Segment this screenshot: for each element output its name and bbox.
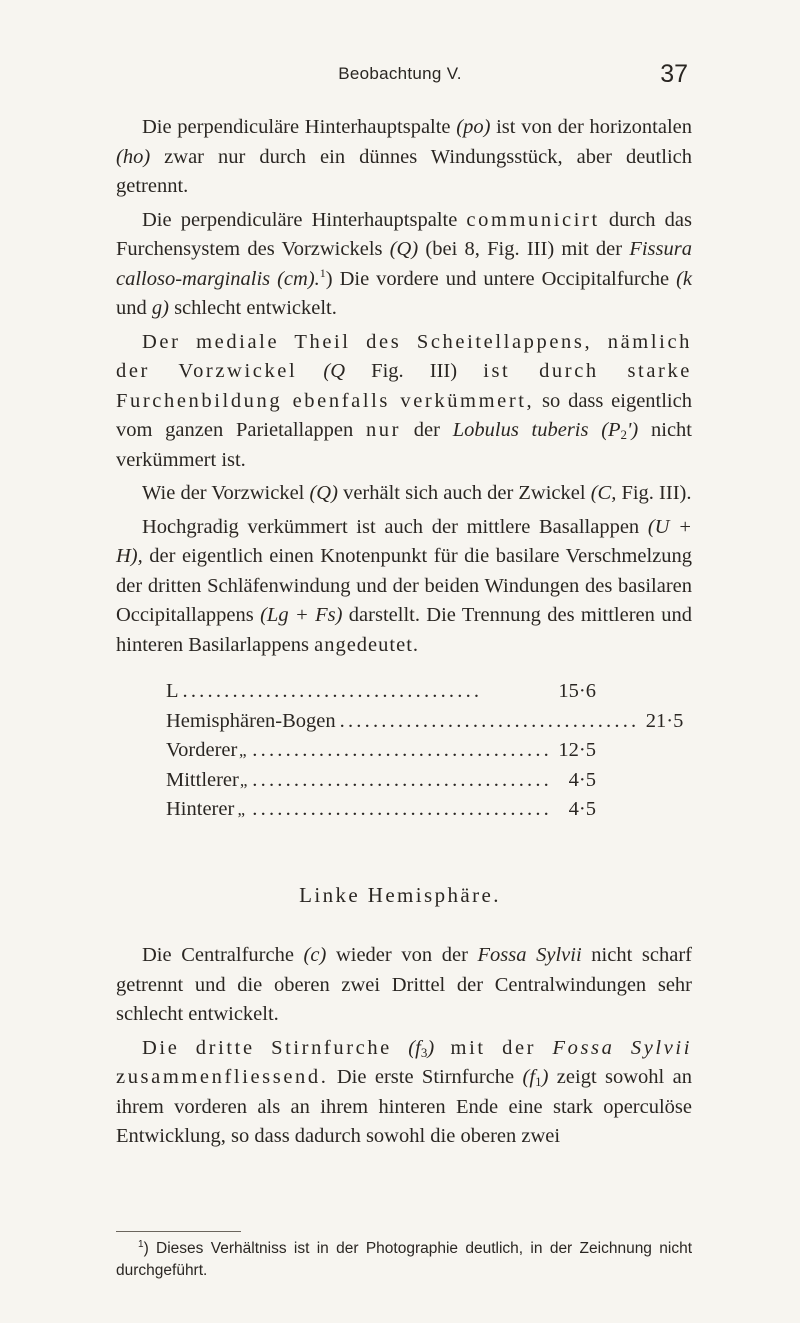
ditto-mark: „	[239, 741, 247, 760]
table-row: Hemisphären-Bogen .................................... 21·5	[166, 709, 684, 732]
table-row: L .................................... 15·6	[166, 680, 596, 702]
paragraph: Die Centralfurche (c) wieder von der Fossa Sylvii nicht scharf getrennt und die oberen zwei Drittel der Centralwindungen sehr schlecht entwickelt.	[116, 944, 692, 1025]
page-number: 37	[660, 60, 688, 88]
footnote-ref: 1	[319, 265, 326, 280]
footnote: $^1$) Dieses Verhältniss ist in der Photographie deutlich, in der Zeichnung nicht durchgeführt.	[116, 1238, 692, 1279]
paragraph: Wie der Vorzwickel (Q) verhält sich auch der Zwickel (C, Fig. III).	[142, 482, 692, 504]
table-row: Mittlerer „ .................................... 4·5	[166, 768, 596, 791]
table-row: Vorderer „ .................................... 12·5	[166, 739, 596, 761]
section-heading: Linke Hemisphäre.	[299, 883, 501, 907]
measurement-table	[166, 680, 684, 828]
body-text-lower	[116, 941, 692, 1152]
running-title: Beobachtung V.	[338, 64, 462, 83]
table-row: Hinterer „ .................................... 4·5	[166, 798, 596, 820]
body-text-upper	[116, 113, 692, 660]
paragraph: Die perpendiculäre Hinterhauptspalte (po) ist von der horizontalen (ho) zwar nur durch ein dünnes Windungsstück, aber deutlich getrennt.	[116, 116, 692, 197]
paragraph: Die dritte Stirnfurche $(f_3)$ mit der Fossa Sylvii zusammenfliessend. Die erste Stirnfurche $(f_1)$ zeigt sowohl an ihrem vorderen als an ihrem hinteren Ende eine stark operculöse Entwicklung, so dass dadurch sowohl die oberen zwei	[116, 1036, 692, 1147]
ditto-mark: „	[237, 800, 246, 819]
footnote-divider	[116, 1231, 241, 1232]
footnote-mark: 1	[138, 1238, 144, 1250]
ditto-mark: „	[239, 770, 248, 790]
paragraph: Die perpendiculäre Hinterhauptspalte communicirt durch das Furchensystem des Vorzwickels (Q) (bei 8, Fig. III) mit der Fissura calloso-marginalis (cm).$^1$) Die vordere und untere Occipitalfurche (k und g) schlecht entwickelt.	[116, 208, 692, 319]
paragraph: Der mediale Theil des Scheitellappens, nämlich der Vorzwickel (Q Fig. III) ist durch starke Furchenbildung ebenfalls verkümmert, so dass eigentlich vom ganzen Parietallappen nur der Lobulus tuberis $(P_2')$ nicht verkümmert ist.	[116, 330, 693, 471]
page-header	[0, 60, 800, 90]
paragraph: Hochgradig verkümmert ist auch der mittlere Basallappen (U + H), der eigentlich einen Knotenpunkt für die basilare Verschmelzung der dritten Schläfenwindung und der beiden Windungen des basilaren Occipitallappens (Lg + Fs) darstellt. Die Trennung des mittleren und hinteren Basilarlappens angedeutet.	[116, 515, 692, 656]
